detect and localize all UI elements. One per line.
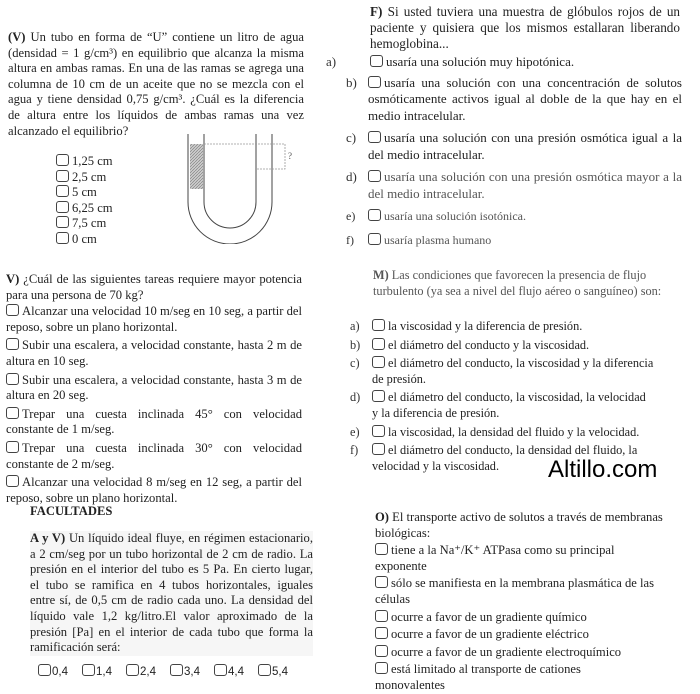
- checkbox[interactable]: [372, 319, 385, 331]
- option-text: Alcanzar una velocidad 10 m/seg en 10 seg, a partir del reposo, sobre un plano horizontal.: [6, 304, 302, 334]
- option-text: 4,4: [228, 666, 244, 678]
- question-turbulent: [373, 268, 663, 299]
- option-letter: c): [350, 356, 360, 371]
- option-text: 1,4: [96, 666, 112, 678]
- option[interactable]: [214, 664, 244, 681]
- option[interactable]: [350, 319, 685, 335]
- checkbox[interactable]: [126, 664, 139, 676]
- question-transport: [375, 510, 665, 694]
- option-text: Trepar una cuesta inclinada 30° con velocidad constante de 2 m/seg.: [6, 440, 302, 471]
- option-text: sólo se manifiesta en la membrana plasmática de las células: [375, 576, 654, 606]
- option[interactable]: [56, 216, 113, 232]
- section-title: FACULTADES: [30, 504, 113, 518]
- checkbox[interactable]: [6, 338, 19, 350]
- checkbox[interactable]: [56, 201, 69, 213]
- option-text: usaría plasma humano: [384, 232, 492, 247]
- option-letter: e): [346, 209, 356, 223]
- checkbox[interactable]: [6, 373, 19, 385]
- option-letter: d): [350, 390, 361, 405]
- option[interactable]: [6, 407, 302, 438]
- checkbox[interactable]: [372, 443, 385, 455]
- option[interactable]: [6, 338, 302, 369]
- option[interactable]: [326, 232, 682, 249]
- u-tube-diagram: [180, 132, 300, 244]
- option[interactable]: [350, 356, 655, 387]
- option-text: Subir una escalera, a velocidad constante, hasta 2 m de altura en 10 seg.: [6, 338, 302, 368]
- question-prefix: F): [370, 4, 383, 19]
- checkbox[interactable]: [258, 664, 271, 676]
- option[interactable]: [258, 664, 288, 681]
- checkbox[interactable]: [56, 232, 69, 244]
- checkbox[interactable]: [372, 356, 385, 368]
- option[interactable]: [56, 201, 113, 217]
- option[interactable]: [326, 208, 682, 225]
- checkbox[interactable]: [375, 662, 388, 674]
- checkbox[interactable]: [368, 209, 381, 221]
- question-text: ¿Cuál de las siguientes tareas requiere mayor potencia para una persona de 70 kg?: [6, 272, 302, 302]
- option-text: Alcanzar una velocidad 8 m/seg en 12 seg, a partir del reposo, sobre un plano horizontal.: [6, 475, 302, 505]
- question-text: Un tubo en forma de “U” contiene un litro de agua (densidad = 1 g/cm³) en equilibrio que alcanza la misma altura en ambas ramas. En una de las ramas se agrega una columna de 10 cm de un aceite que no se mezcla con el agua y tiene densidad 0,75 g/cm³. ¿Cuál es la diferencia de altura entre los líquidos de ambas ramas una vez alcanzado el equilibrio?: [8, 30, 304, 138]
- option[interactable]: [6, 441, 302, 472]
- option-text: la viscosidad, la densidad del fluido y la velocidad.: [388, 424, 640, 439]
- option-text: 0,4: [52, 666, 68, 678]
- option[interactable]: [6, 373, 302, 404]
- checkbox[interactable]: [372, 390, 385, 402]
- turbulent-options: [350, 319, 685, 474]
- checkbox[interactable]: [368, 76, 381, 88]
- option-text: el diámetro del conducto y la viscosidad.: [388, 337, 590, 352]
- option-text: 5,4: [272, 666, 288, 678]
- checkbox[interactable]: [38, 664, 51, 676]
- option[interactable]: [126, 664, 156, 681]
- checkbox[interactable]: [368, 170, 381, 182]
- option-letter: a): [326, 54, 337, 69]
- checkbox[interactable]: [375, 645, 388, 657]
- option-text: usaría una solución isotónica.: [384, 209, 526, 223]
- option-text: ocurre a favor de un gradiente químico: [391, 609, 587, 624]
- checkbox[interactable]: [6, 441, 19, 453]
- option[interactable]: [326, 54, 682, 71]
- option[interactable]: [375, 645, 665, 661]
- checkbox[interactable]: [214, 664, 227, 676]
- option-text: 0 cm: [72, 231, 97, 246]
- option-text: 3,4: [184, 666, 200, 678]
- checkbox[interactable]: [375, 576, 388, 588]
- option[interactable]: [375, 543, 635, 574]
- option-text: 2,5 cm: [72, 169, 107, 184]
- question-prefix: O): [375, 510, 389, 524]
- option-text: está limitado al transporte de cationes monovalentes: [375, 662, 581, 692]
- option-text: ocurre a favor de un gradiente eléctrico: [391, 627, 589, 642]
- question-u-tube: [8, 30, 304, 139]
- option-letter: f): [350, 443, 359, 458]
- u-tube-options: [56, 154, 113, 248]
- question-prefix: M): [373, 268, 389, 282]
- checkbox[interactable]: [170, 664, 183, 676]
- option-letter: a): [350, 319, 360, 333]
- question-text: El transporte activo de solutos a través de membranas biológicas:: [375, 510, 663, 540]
- checkbox[interactable]: [6, 475, 19, 487]
- question-text: Las condiciones que favorecen la presencia de flujo turbulento (ya sea a nivel del flujo aéreo o sanguíneo) son:: [373, 268, 662, 298]
- option[interactable]: [56, 185, 113, 201]
- option-text: usaría una solución muy hipotónica.: [386, 54, 575, 69]
- checkbox[interactable]: [6, 304, 19, 316]
- option[interactable]: [350, 425, 685, 441]
- option-text: 1,25 cm: [72, 154, 113, 168]
- option[interactable]: [38, 664, 68, 681]
- option[interactable]: [170, 664, 200, 681]
- question-power: [6, 272, 302, 506]
- option-letter: b): [346, 74, 357, 90]
- option-letter: c): [346, 130, 357, 145]
- option[interactable]: [375, 627, 665, 643]
- option-text: el diámetro del conducto, la viscosidad, la velocidad y la diferencia de presión.: [372, 390, 646, 420]
- option[interactable]: [375, 662, 625, 693]
- option-text: 6,25 cm: [72, 200, 113, 215]
- option-letter: d): [346, 169, 357, 184]
- option[interactable]: [82, 664, 112, 681]
- diagram-label: ?: [288, 151, 292, 161]
- checkbox[interactable]: [56, 185, 69, 197]
- question-prefix: V): [6, 272, 20, 286]
- question-fluid: [30, 531, 313, 656]
- option-text: 2,4: [140, 666, 156, 678]
- checkbox[interactable]: [375, 627, 388, 639]
- checkbox[interactable]: [82, 664, 95, 676]
- option-letter: b): [350, 337, 361, 352]
- checkbox[interactable]: [368, 131, 381, 143]
- option-text: 5 cm: [72, 185, 97, 200]
- checkbox[interactable]: [56, 154, 69, 166]
- option-text: ocurre a favor de un gradiente electroquímico: [391, 644, 622, 659]
- option[interactable]: [350, 338, 685, 354]
- option[interactable]: [326, 169, 682, 202]
- question-cells: [370, 4, 680, 52]
- checkbox[interactable]: [375, 543, 388, 555]
- option-text: Trepar una cuesta inclinada 45° con velocidad constante de 1 m/seg.: [6, 406, 302, 437]
- checkbox[interactable]: [56, 216, 69, 228]
- cells-options: [326, 54, 682, 248]
- option-text: usaría una solución con una concentración de solutos osmóticamente activos igual al doble de la que hay en el medio intracelular.: [368, 74, 682, 123]
- option-letter: f): [346, 232, 354, 247]
- option-text: usaría una solución con una presión osmótica igual a la del medio intracelular.: [368, 130, 682, 162]
- option[interactable]: [6, 304, 302, 335]
- question-text: Un líquido ideal fluye, en régimen estacionario, a 2 cm/seg por un tubo horizontal de 2 cm de radio. La presión en el interior del tubo es 5 Pa. En cierto lugar, el tubo se ramifica en 4 tubos horizontales, iguales entre sí, de 0,5 cm de radio cada uno. La densidad del líquido vale 1,2 kg/litro.El valor aproximado de la presión [Pa] en el interior de cada tubo que forma la ramificación será:: [30, 531, 314, 655]
- checkbox[interactable]: [6, 407, 19, 419]
- option-text: usaría una solución con una presión osmótica mayor a la del medio intracelular.: [368, 169, 682, 201]
- option-text: la viscosidad y la diferencia de presión.: [388, 319, 583, 333]
- option[interactable]: [56, 154, 113, 170]
- option[interactable]: [56, 170, 113, 186]
- option[interactable]: [6, 475, 302, 506]
- option[interactable]: [326, 130, 682, 163]
- option[interactable]: [350, 390, 650, 421]
- question-prefix: A y V): [30, 531, 66, 545]
- checkbox[interactable]: [372, 338, 385, 350]
- option-text: Subir una escalera, a velocidad constante, hasta 3 m de altura en 20 seg.: [6, 372, 302, 403]
- option-text: el diámetro del conducto, la viscosidad y la diferencia de presión.: [372, 356, 654, 386]
- fluid-options: [38, 664, 288, 681]
- question-prefix: (V): [8, 30, 26, 44]
- option-letter: e): [350, 424, 360, 439]
- option[interactable]: [375, 610, 665, 626]
- altillo-watermark: Altillo.com: [548, 456, 658, 483]
- checkbox[interactable]: [56, 170, 69, 182]
- option[interactable]: [56, 232, 113, 248]
- option[interactable]: [375, 576, 655, 607]
- option-text: 7,5 cm: [72, 216, 107, 231]
- checkbox[interactable]: [375, 610, 388, 622]
- option-text: el diámetro del conducto, la densidad del fluido, la velocidad y la viscosidad.: [372, 443, 638, 473]
- checkbox[interactable]: [370, 55, 383, 67]
- checkbox[interactable]: [368, 233, 381, 245]
- question-text: Si usted tuviera una muestra de glóbulos rojos de un paciente y quisiera que los mismos estallaran liberando hemoglobina...: [370, 4, 681, 51]
- checkbox[interactable]: [372, 425, 385, 437]
- oil-column: [190, 144, 203, 189]
- option-text: tiene a la Na⁺/K⁺ ATPasa como su principal exponente: [375, 543, 615, 573]
- option[interactable]: [326, 75, 682, 125]
